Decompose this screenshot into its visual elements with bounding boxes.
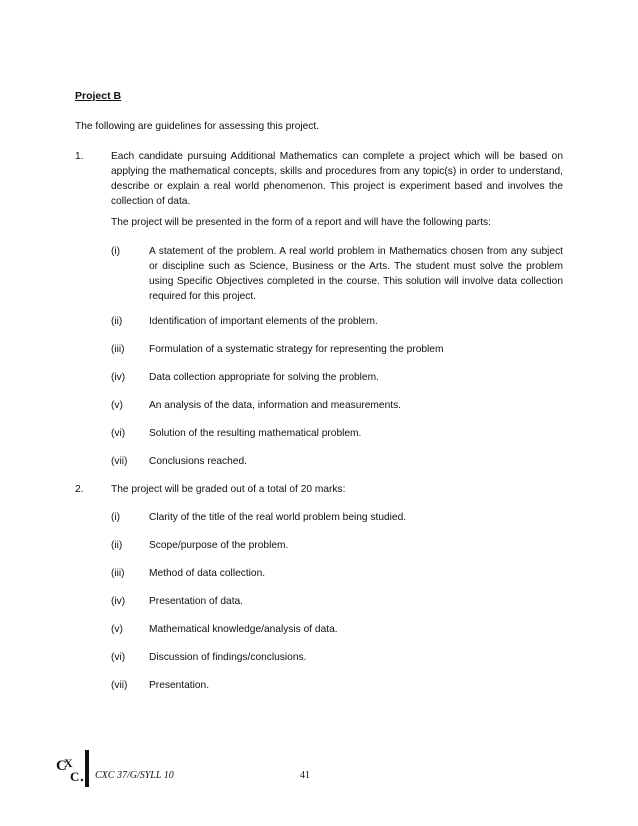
item-2-part-6-text: Discussion of findings/conclusions. bbox=[149, 652, 307, 663]
item-2-part-4-text: Presentation of data. bbox=[149, 596, 244, 607]
item-1-part-3-num: (iii) bbox=[111, 344, 125, 355]
page-number: 41 bbox=[300, 770, 310, 781]
item-2-part-3-text: Method of data collection. bbox=[149, 568, 266, 579]
footer-divider bbox=[85, 750, 89, 787]
item-2-part-2-num: (ii) bbox=[111, 540, 123, 551]
item-1-text: Each candidate pursuing Additional Mathematics can complete a project which will be based on applying the mathematical concepts, skills and procedures from any topic(s) in order to understand, describe or explain a real world phenomenon. This project is experiment based and involves the collection of data. bbox=[111, 151, 563, 207]
item-2-part-7-num: (vii) bbox=[111, 680, 128, 691]
svg-text:C: C bbox=[56, 758, 67, 774]
cxc-logo-icon bbox=[55, 752, 85, 784]
item-2-part-1-num: (i) bbox=[111, 512, 121, 523]
item-1-part-7-num: (vii) bbox=[111, 456, 128, 467]
item-1-part-7-text: Conclusions reached. bbox=[149, 456, 247, 467]
item-1-part-1-num: (i) bbox=[111, 246, 121, 257]
svg-text:C: C bbox=[70, 769, 80, 784]
item-2-part-4-num: (iv) bbox=[111, 596, 126, 607]
item-2-part-2-text: Scope/purpose of the problem. bbox=[149, 540, 289, 551]
item-2-part-7-text: Presentation. bbox=[149, 680, 210, 691]
page-title: Project B bbox=[75, 90, 122, 102]
item-1-part-5-num: (v) bbox=[111, 400, 123, 411]
item-2-part-5-num: (v) bbox=[111, 624, 123, 635]
item-2-part-1-text: Clarity of the title of the real world problem being studied. bbox=[149, 512, 407, 523]
item-1-part-4-num: (iv) bbox=[111, 372, 126, 383]
item-1-part-4-text: Data collection appropriate for solving the problem. bbox=[149, 372, 379, 383]
item-2-part-6-num: (vi) bbox=[111, 652, 126, 663]
item-1-part-6-num: (vi) bbox=[111, 428, 126, 439]
item-1-part-3-text: Formulation of a systematic strategy for representing the problem bbox=[149, 344, 444, 355]
item-2-number: 2. bbox=[75, 484, 84, 495]
item-2-text: The project will be graded out of a total of 20 marks: bbox=[111, 484, 346, 495]
item-1-part-6-text: Solution of the resulting mathematical problem. bbox=[149, 428, 362, 439]
item-2-part-3-num: (iii) bbox=[111, 568, 125, 579]
item-1-part-5-text: An analysis of the data, information and measurements. bbox=[149, 400, 401, 411]
intro-text: The following are guidelines for assessing this project. bbox=[75, 121, 320, 132]
svg-text:X: X bbox=[64, 756, 73, 770]
footer-code: CXC 37/G/SYLL 10 bbox=[95, 770, 174, 781]
item-1-text2: The project will be presented in the form of a report and will have the following parts: bbox=[111, 217, 491, 228]
item-1-part-2-text: Identification of important elements of the problem. bbox=[149, 316, 378, 327]
item-1-number: 1. bbox=[75, 151, 84, 162]
item-2-part-5-text: Mathematical knowledge/analysis of data. bbox=[149, 624, 338, 635]
item-1-part-2-num: (ii) bbox=[111, 316, 123, 327]
item-1-part-1-text: A statement of the problem. A real world problem in Mathematics chosen from any subject or discipline such as Science, Business or the Arts. The student must solve the problem using Specific Objectives completed in the course. This solution will involve data collection required for this project. bbox=[149, 246, 563, 302]
